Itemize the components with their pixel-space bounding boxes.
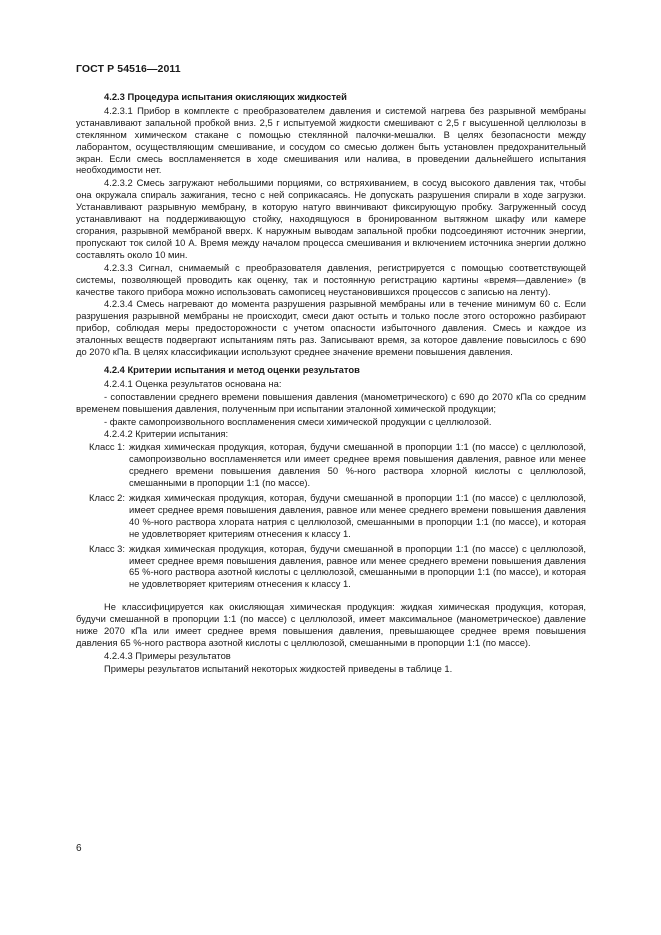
paragraph-examples: Примеры результатов испытаний некоторых жидкостей приведены в таблице 1. (104, 662, 453, 674)
paragraph-4-2-3-4: 4.2.3.4 Смесь нагревают до момента разрушения разрывной мембраны или в течение минимум 60 с. Если разрушения разрывной мембраны не происходит, смеси дают остыть и только после этого осторожно разбирают прибор, соблюдая меры предосторожности с учетом опасности избыточного давления. Смесь и каждое из эталонных веществ подвергают испытаниям пять раз. Записывают время, за которое давление повысилось с 690 до 2070 кПа. В целях классификации используют среднее значение времени повышения давления. (76, 298, 586, 358)
class-label: Класс 2: (89, 492, 125, 503)
paragraph-4-2-4-2: 4.2.4.2 Критерии испытания: (104, 428, 229, 440)
paragraph-4-2-4-1: 4.2.4.1 Оценка результатов основана на: (104, 377, 282, 389)
class-criterion (76, 441, 586, 489)
document-body (76, 91, 586, 676)
paragraph-4-2-3-1: 4.2.3.1 Прибор в комплекте с преобразователем давления и системой нагрева без разрывной мембраны устанавливают запальной пробкой вниз. 2,5 г испытуемой жидкости смешивают с 2,5 г высушенной целлюлозы в стеклянном химическом стакане с помощью стеклянной палочки-мешалки. В целях безопасности между лаборантом, осуществляющим смешивание, и сосудом со смесью должен быть установлен предохранительный экран. Если смесь воспламеняется в ходе смешивания или налива, в проведении дальнейшего испытания необходимости нет. (76, 104, 586, 176)
class-label: Класс 3: (89, 542, 125, 554)
bullet-item: - факте самопроизвольного воспламенения смеси химической продукции с целлюлозой. (104, 415, 492, 427)
class-criterion (76, 543, 586, 591)
class-text: жидкая химическая продукция, которая, будучи смешанной в пропорции 1:1 (по массе) с целлюлозой, имеет среднее время повышения давления, равное или менее среднего времени повышения давления 65 %-ного раствора азотной кислоты с целлюлозой, смешанными в пропорции 1:1 (по массе), и которая не удовлетворяет критериям отнесения к классу 1. (129, 542, 586, 590)
section-heading-4-2-3: 4.2.3 Процедура испытания окисляющих жидкостей (104, 91, 347, 102)
bullet-item: - сопоставлении среднего времени повышения давления (манометрического) с 690 до 2070 кПа со средним временем повышения давления, полученным при испытании эталонной химической продукции; (76, 390, 586, 414)
paragraph-4-2-4-3: 4.2.4.3 Примеры результатов (104, 649, 231, 661)
spacer (76, 593, 586, 601)
section-heading-4-2-4: 4.2.4 Критерии испытания и метод оценки результатов (104, 363, 360, 375)
class-text: жидкая химическая продукция, которая, будучи смешанной в пропорции 1:1 (по массе) с целлюлозой, самопроизвольно воспламеняется или имеет среднее время повышения давления, равное или менее среднего времени повышения давления 50 %-ного раствора хлорной кислоты с целлюлозой, смешанными в пропорции 1:1 (по массе). (129, 441, 586, 489)
paragraph-4-2-3-3: 4.2.3.3 Сигнал, снимаемый с преобразователя давления, регистрируется с помощью соответствующей системы, позволяющей проводить как оценку, так и постоянную регистрацию картины «время—давление» (в качестве такого прибора можно использовать самописец неустановившихся процессов с записью на ленту). (76, 261, 586, 297)
class-criterion (76, 492, 586, 540)
paragraph-not-classified: Не классифицируется как окисляющая химическая продукция: жидкая химическая продукция, которая, будучи смешанной в пропорции 1:1 (по массе) с целлюлозой, имеет максимальное (манометрическое) давление ниже 2070 кПа или имеет среднее время повышения давления, превышающее среднее время повышения давления 65 %-ного раствора азотной кислоты с целлюлозой, смешанными в пропорции 1:1 (по массе). (76, 601, 586, 648)
paragraph-4-2-3-2: 4.2.3.2 Смесь загружают небольшими порциями, со встряхиванием, в сосуд высокого давления так, чтобы она окружала спираль зажигания, тесно с ней соприкасаясь. Не допускать разрушения спирали в ходе загрузки. Устанавливают разрывную мембрану, в которую натуго ввинчивают фиксирующую пробку. Загруженный сосуд устанавливают на поддерживающую стойку, находящуюся в бронированном вытяжном шкафу или камере сгорания, разрывной мембраной вверх. К наружным выводам запальной пробки подсоединяют источник энергии, пропускают ток силой 10 А. Время между началом процесса смешивания и включением источника энергии должно составлять около 10 мин. (76, 177, 586, 260)
class-label: Класс 1: (89, 441, 125, 453)
page-number: 6 (76, 843, 82, 854)
document-header: ГОСТ Р 54516—2011 (76, 63, 181, 75)
class-text: жидкая химическая продукция, которая, будучи смешанной в пропорции 1:1 (по массе) с целлюлозой, имеет среднее время повышения давления, равное или менее среднего времени повышения давления 40 %-ного раствора хлората натрия с целлюлозой, смешанными в пропорции 1:1 (по массе), и которая не удовлетворяет критериям отнесения к классу 1. (129, 492, 586, 539)
